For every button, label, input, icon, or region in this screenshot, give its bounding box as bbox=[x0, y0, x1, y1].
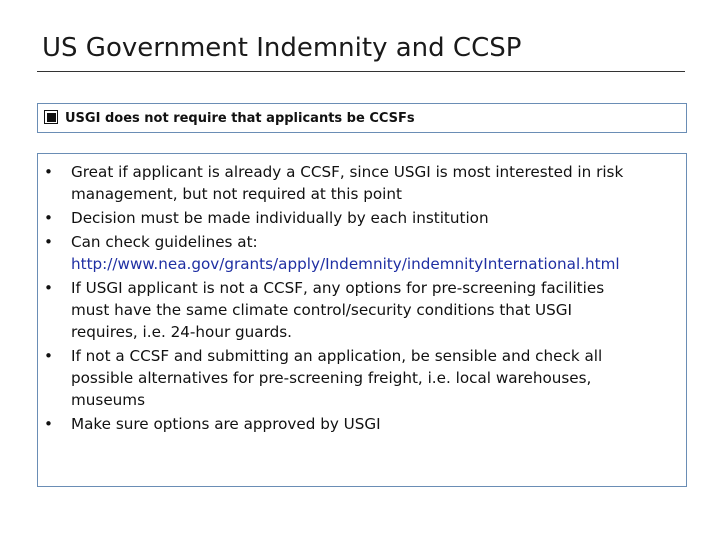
bullet-item-alternatives bbox=[38, 345, 687, 411]
bullet-text-line: Make sure options are approved by USGI bbox=[71, 415, 381, 433]
bullet-text-line: If not a CCSF and submitting an application, be sensible and check all bbox=[71, 347, 603, 365]
bullet-marker: • bbox=[44, 233, 53, 251]
slide-title: US Government Indemnity and CCSP bbox=[42, 33, 522, 63]
bullet-text-line: Decision must be made individually by each institution bbox=[71, 209, 489, 227]
bullet-text-line: requires, i.e. 24-hour guards. bbox=[71, 323, 292, 341]
bullet-item-decision bbox=[38, 207, 687, 229]
bullet-list bbox=[38, 161, 687, 435]
bullet-text-line: Can check guidelines at: bbox=[71, 233, 258, 251]
bullet-item-prescreening-conditions bbox=[38, 277, 687, 343]
bullet-marker: • bbox=[44, 415, 53, 433]
bullet-text-line: museums bbox=[71, 391, 146, 409]
bullet-item-guidelines bbox=[38, 231, 687, 275]
content-box bbox=[37, 153, 687, 487]
callout-text: USGI does not require that applicants be CCSFs bbox=[65, 111, 415, 126]
bullet-text-line: Great if applicant is already a CCSF, since USGI is most interested in risk bbox=[71, 163, 624, 181]
checkbox-square-icon bbox=[44, 110, 58, 124]
bullet-text-line: possible alternatives for pre-screening freight, i.e. local warehouses, bbox=[71, 369, 592, 387]
bullet-text-line: management, but not required at this point bbox=[71, 185, 402, 203]
bullet-item-approval bbox=[38, 413, 687, 435]
bullet-marker: • bbox=[44, 279, 53, 297]
guidelines-link[interactable]: http://www.nea.gov/grants/apply/Indemnity/indemnityInternational.html bbox=[71, 255, 620, 273]
bullet-marker: • bbox=[44, 347, 53, 365]
bullet-marker: • bbox=[44, 209, 53, 227]
bullet-marker: • bbox=[44, 163, 53, 181]
bullet-item-applicant-ccsf bbox=[38, 161, 687, 205]
bullet-text-line: must have the same climate control/security conditions that USGI bbox=[71, 301, 573, 319]
title-divider bbox=[37, 71, 685, 72]
bullet-text-line: If USGI applicant is not a CCSF, any options for pre-screening facilities bbox=[71, 279, 605, 297]
callout-box bbox=[37, 103, 687, 133]
